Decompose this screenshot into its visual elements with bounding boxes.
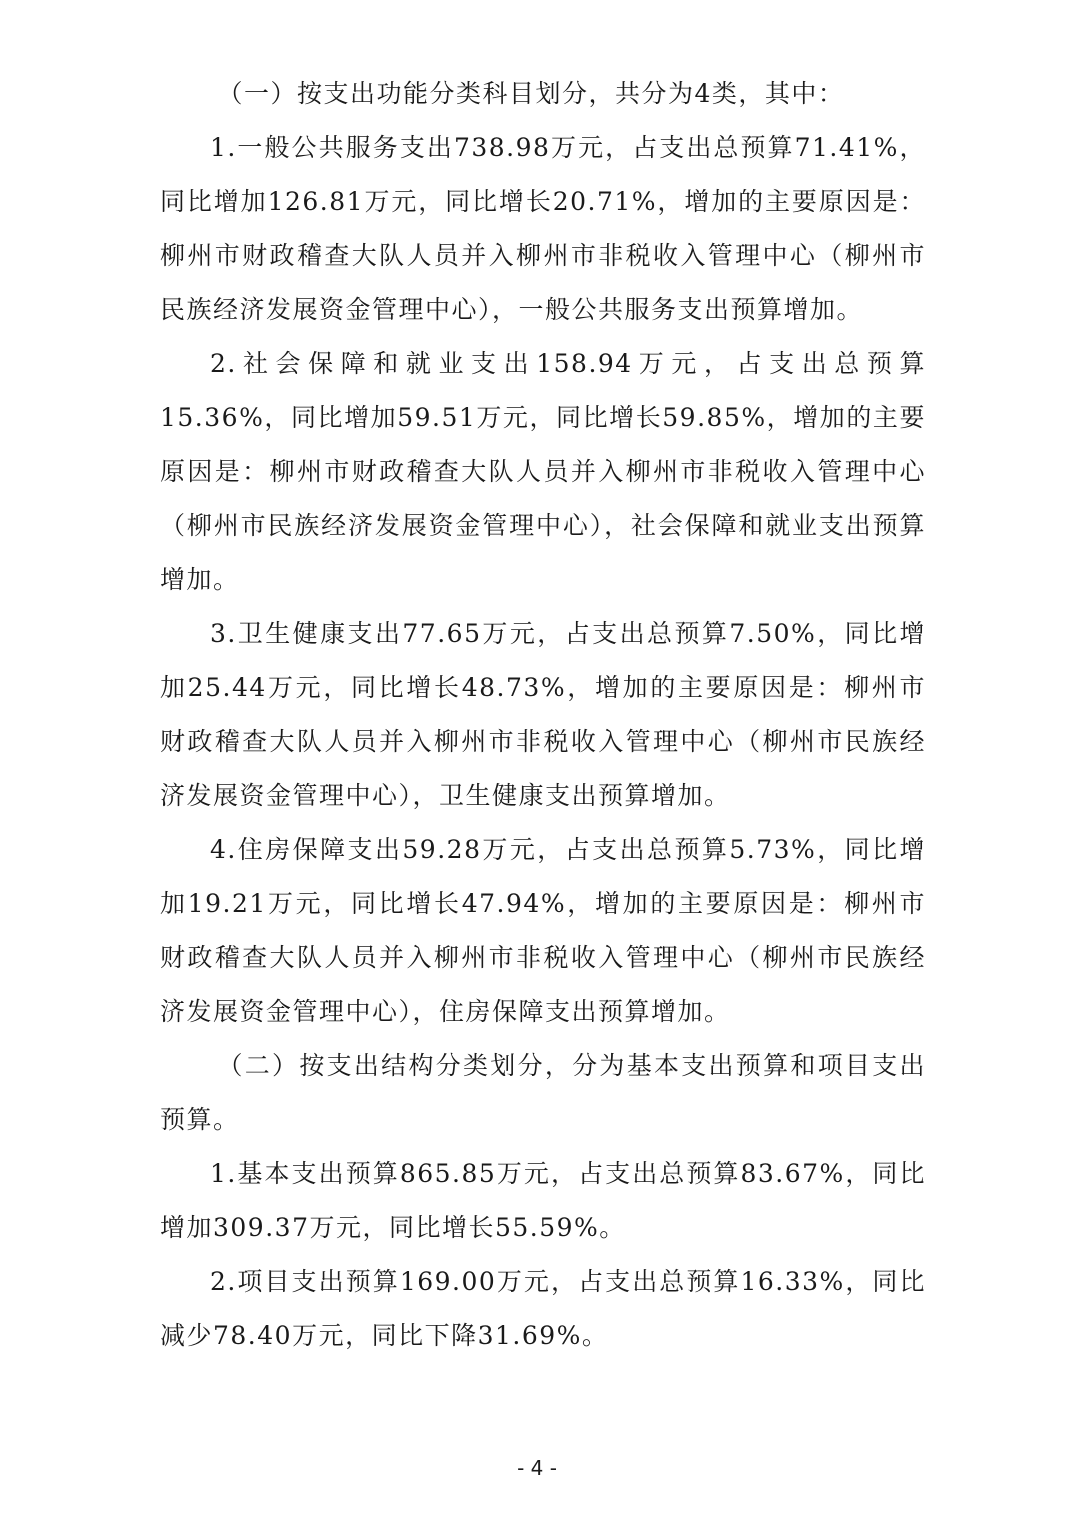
document-body (160, 67, 926, 1363)
page-number: - 4 - (517, 1456, 557, 1480)
paragraph-project-expenditure: 2.项目支出预算169.00万元，占支出总预算16.33%，同比减少78.40万元，同比下降31.69%。 (160, 1267, 926, 1350)
paragraph-general-public-services: 1.一般公共服务支出738.98万元，占支出总预算71.41%，同比增加126.81万元，同比增长20.71%，增加的主要原因是：柳州市财政稽查大队人员并入柳州市非税收入管理中心（柳州市民族经济发展资金管理中心），一般公共服务支出预算增加。 (160, 133, 926, 324)
paragraph-housing-security: 4.住房保障支出59.28万元，占支出总预算5.73%，同比增加19.21万元，同比增长47.94%，增加的主要原因是：柳州市财政稽查大队人员并入柳州市非税收入管理中心（柳州市民族经济发展资金管理中心），住房保障支出预算增加。 (160, 835, 926, 1026)
paragraph-social-security-employment: 2.社会保障和就业支出158.94万元，占支出总预算15.36%，同比增加59.51万元，同比增长59.85%，增加的主要原因是：柳州市财政稽查大队人员并入柳州市非税收入管理中心（柳州市民族经济发展资金管理中心），社会保障和就业支出预算增加。 (160, 349, 926, 594)
section-heading-structural-classification: （二）按支出结构分类划分，分为基本支出预算和项目支出预算。 (160, 1051, 926, 1134)
section-heading-functional-classification: （一）按支出功能分类科目划分，共分为4类，其中： (217, 79, 845, 108)
paragraph-basic-expenditure: 1.基本支出预算865.85万元，占支出总预算83.67%，同比增加309.37万元，同比增长55.59%。 (160, 1159, 926, 1242)
paragraph-health: 3.卫生健康支出77.65万元，占支出总预算7.50%，同比增加25.44万元，同比增长48.73%，增加的主要原因是：柳州市财政稽查大队人员并入柳州市非税收入管理中心（柳州市民族经济发展资金管理中心），卫生健康支出预算增加。 (160, 619, 926, 810)
